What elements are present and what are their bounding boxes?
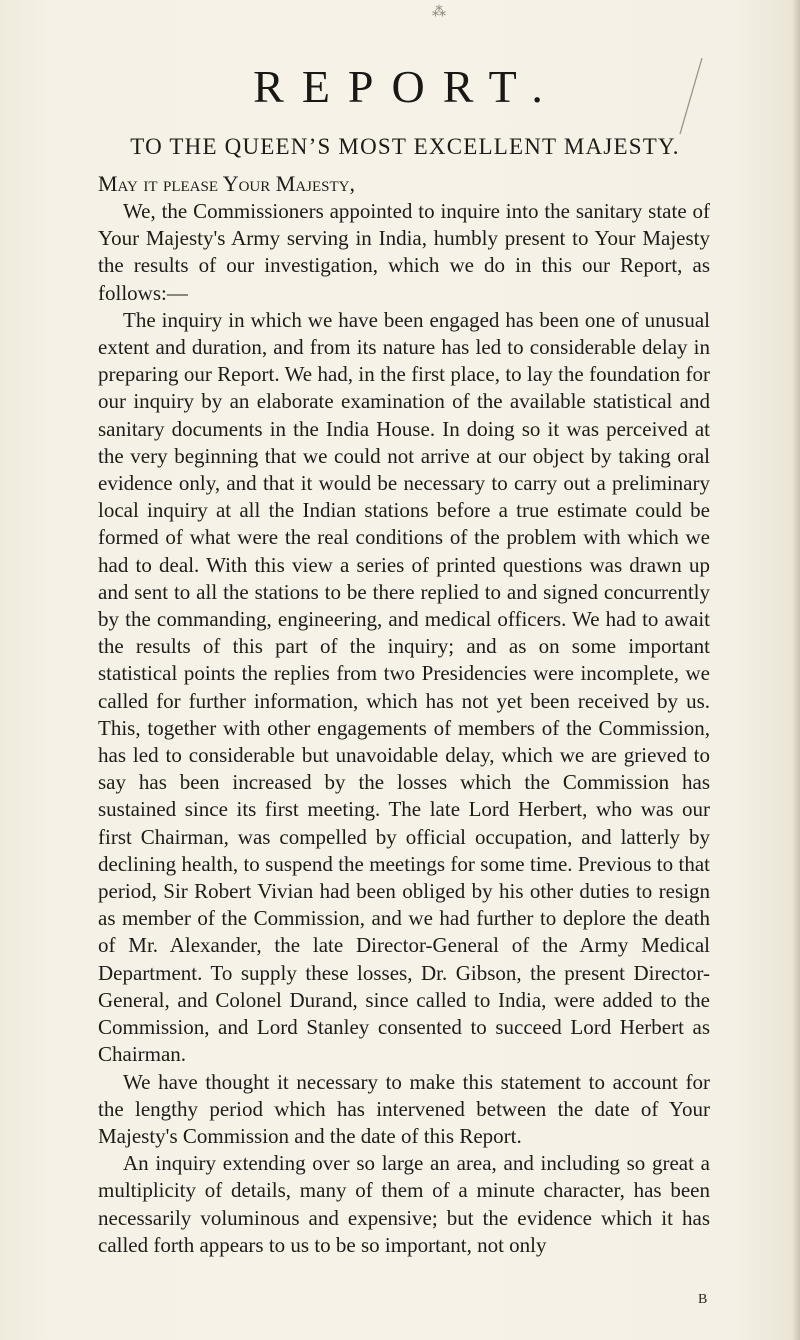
printer-ornament: ⁂: [432, 5, 448, 20]
page-edge-shadow: [792, 0, 800, 1340]
report-subtitle: TO THE QUEEN’S MOST EXCELLENT MAJESTY.: [130, 134, 680, 159]
paragraph-2: The inquiry in which we have been engaged has been one of unusual extent and duration, and from its nature has led to considerable delay in preparing our Report. We had, in the first place, to lay the foundation for our inquiry by an elaborate examination of the available statistical and sanitary documents in the India House. In doing so it was perceived at the very beginning that we could not arrive at our object by taking oral evidence only, and that it would be necessary to carry out a preliminary local inquiry at all the Indian stations before a true estimate could be formed of what were the real conditions of the problem with which we had to deal. With this view a series of printed questions was drawn up and sent to all the stations to be there replied to and signed concurrently by the commanding, engineering, and medical officers. We had to await the results of this part of the inquiry; and as on some important statistical points the replies from two Presidencies were incomplete, we called for further information, which has not yet been received by us. This, together with other engagements of members of the Commission, has led to considerable but unavoidable delay, which we are grieved to say has been increased by the losses which the Commission has sustained since its first meeting. The late Lord Herbert, who was our first Chairman, was compelled by official occupation, and latterly by declining health, to suspend the meetings for some time. Previous to that period, Sir Robert Vivian had been obliged by his other duties to resign as member of the Commission, and we had further to deplore the death of Mr. Alexander, the late Director-General of the Army Medical Department. To supply these losses, Dr. Gibson, the present Director-General, and Colonel Durand, since called to India, were added to the Commission, and Lord Stanley consented to succeed Lord Herbert as Chairman.: [98, 307, 710, 1067]
pencil-slash-mark: [676, 56, 706, 136]
paragraph-1: We, the Commissioners appointed to inquire into the sanitary state of Your Majesty's Army serving in India, humbly present to Your Majesty the results of our investigation, which we do in this our Report, as follows:—: [98, 199, 710, 305]
report-title: REPORT.: [253, 61, 561, 112]
salutation: May it please Your Majesty,: [98, 171, 355, 196]
paragraph-4: An inquiry extending over so large an area, and including so great a multiplicity of details, many of them of a minute character, has been necessarily voluminous and expensive; but the evidence which it has called forth appears to us to be so important, not only: [98, 1151, 710, 1257]
report-body: [98, 198, 710, 1259]
paragraph-3: We have thought it necessary to make this statement to account for the lengthy period which has intervened between the date of Your Majesty's Commission and the date of this Report.: [98, 1069, 710, 1148]
signature-mark: B: [698, 1292, 708, 1307]
